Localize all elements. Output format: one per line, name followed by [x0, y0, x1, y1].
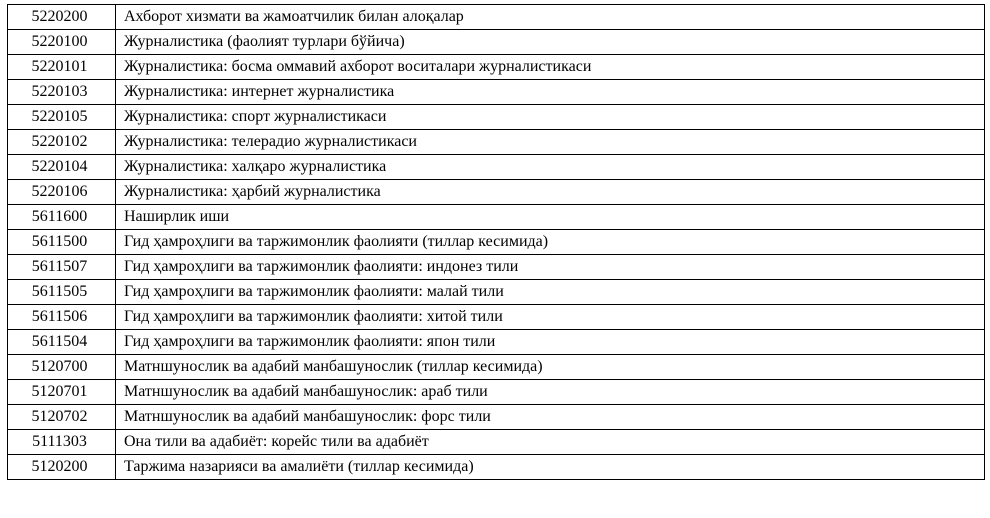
specialty-name-cell: Журналистика: спорт журналистикаси: [116, 105, 985, 130]
table-row: [8, 5, 985, 30]
table-row: [8, 455, 985, 480]
specialty-name-cell: Таржима назарияси ва амалиёти (тиллар кесимида): [116, 455, 985, 480]
table-row: [8, 330, 985, 355]
specialty-code-cell: 5120701: [8, 380, 116, 405]
specialty-name-cell: Наширлик иши: [116, 205, 985, 230]
table-row: [8, 205, 985, 230]
specialty-name-cell: Журналистика: халқаро журналистика: [116, 155, 985, 180]
specialty-code-cell: 5220105: [8, 105, 116, 130]
specialty-name-cell: Гид ҳамроҳлиги ва таржимонлик фаолияти: малай тили: [116, 280, 985, 305]
table-row: [8, 230, 985, 255]
specialty-name-cell: Матншунослик ва адабий манбашунослик: араб тили: [116, 380, 985, 405]
table-row: [8, 380, 985, 405]
specialty-code-table: [7, 4, 985, 480]
table-row: [8, 130, 985, 155]
specialty-code-cell: 5611507: [8, 255, 116, 280]
specialty-code-cell: 5611505: [8, 280, 116, 305]
specialty-name-cell: Гид ҳамроҳлиги ва таржимонлик фаолияти: хитой тили: [116, 305, 985, 330]
specialty-code-cell: 5611500: [8, 230, 116, 255]
specialty-code-cell: 5220100: [8, 30, 116, 55]
specialty-name-cell: Гид ҳамроҳлиги ва таржимонлик фаолияти (тиллар кесимида): [116, 230, 985, 255]
table-row: [8, 355, 985, 380]
specialty-name-cell: Матншунослик ва адабий манбашунослик (тиллар кесимида): [116, 355, 985, 380]
table-row: [8, 280, 985, 305]
specialty-code-cell: 5120700: [8, 355, 116, 380]
specialty-code-cell: 5611504: [8, 330, 116, 355]
table-row: [8, 430, 985, 455]
specialty-name-cell: Гид ҳамроҳлиги ва таржимонлик фаолияти: индонез тили: [116, 255, 985, 280]
specialty-name-cell: Она тили ва адабиёт: корейс тили ва адабиёт: [116, 430, 985, 455]
specialty-name-cell: Журналистика (фаолият турлари бўйича): [116, 30, 985, 55]
specialty-code-cell: 5611506: [8, 305, 116, 330]
specialty-name-cell: Матншунослик ва адабий манбашунослик: форс тили: [116, 405, 985, 430]
table-row: [8, 180, 985, 205]
specialty-code-cell: 5120702: [8, 405, 116, 430]
specialty-name-cell: Ахборот хизмати ва жамоатчилик билан алоқалар: [116, 5, 985, 30]
specialty-code-cell: 5220102: [8, 130, 116, 155]
specialty-code-cell: 5611600: [8, 205, 116, 230]
specialty-code-cell: 5220104: [8, 155, 116, 180]
specialty-code-cell: 5120200: [8, 455, 116, 480]
table-row: [8, 80, 985, 105]
table-row: [8, 30, 985, 55]
table-row: [8, 305, 985, 330]
table-row: [8, 255, 985, 280]
table-row: [8, 155, 985, 180]
specialty-name-cell: Журналистика: ҳарбий журналистика: [116, 180, 985, 205]
specialty-name-cell: Журналистика: телерадио журналистикаси: [116, 130, 985, 155]
specialty-name-cell: Журналистика: интернет журналистика: [116, 80, 985, 105]
table-row: [8, 405, 985, 430]
specialty-name-cell: Гид ҳамроҳлиги ва таржимонлик фаолияти: япон тили: [116, 330, 985, 355]
specialty-code-cell: 5220200: [8, 5, 116, 30]
specialty-code-cell: 5220106: [8, 180, 116, 205]
specialty-code-cell: 5220101: [8, 55, 116, 80]
specialty-code-cell: 5220103: [8, 80, 116, 105]
specialty-name-cell: Журналистика: босма оммавий ахборот воситалари журналистикаси: [116, 55, 985, 80]
table-body: [8, 5, 985, 480]
specialty-code-cell: 5111303: [8, 430, 116, 455]
table-row: [8, 55, 985, 80]
table-row: [8, 105, 985, 130]
